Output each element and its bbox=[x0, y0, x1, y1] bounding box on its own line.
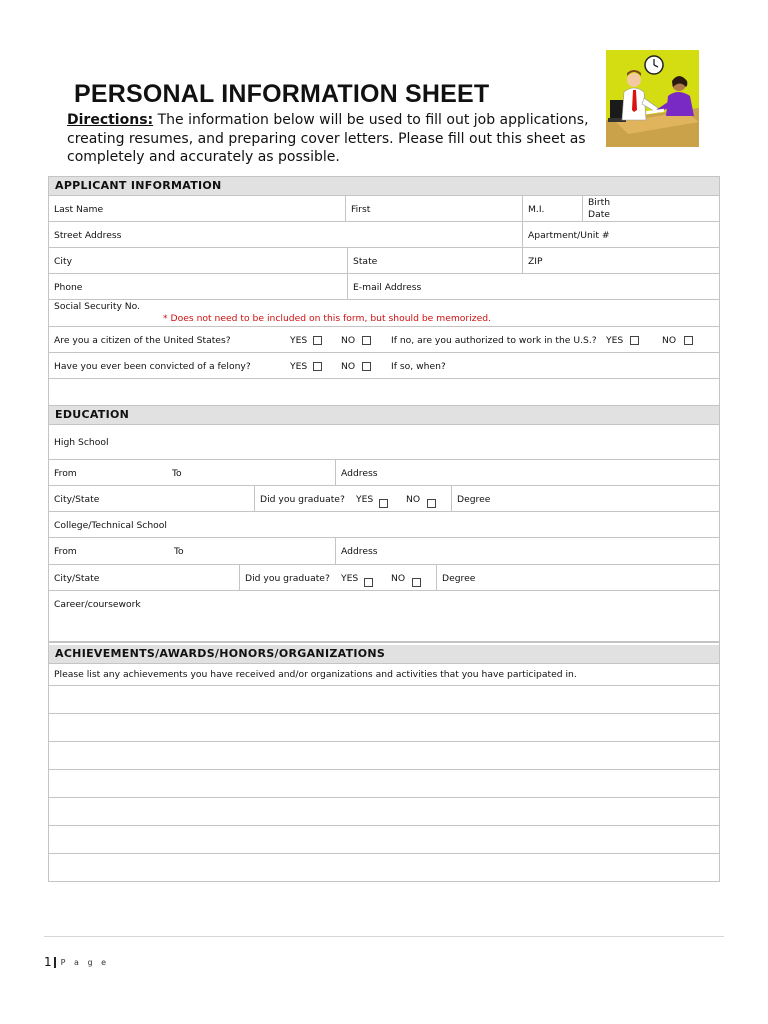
ssn-row bbox=[49, 300, 719, 327]
hs-degree-field[interactable]: Degree bbox=[451, 486, 719, 511]
achievement-line[interactable] bbox=[49, 714, 719, 742]
state-field[interactable]: State bbox=[347, 248, 522, 273]
authorized-yes-checkbox[interactable] bbox=[630, 335, 639, 346]
felony-when-row[interactable] bbox=[49, 379, 719, 406]
felony-yes-checkbox[interactable] bbox=[313, 361, 322, 372]
achievement-line[interactable] bbox=[49, 770, 719, 798]
applicant-information-section bbox=[48, 176, 720, 406]
college-dates-row bbox=[49, 538, 719, 565]
hs-graduate-field: Did you graduate? YES NO bbox=[254, 486, 451, 511]
page-number: 1 bbox=[44, 955, 52, 969]
felony-row: Have you ever been convicted of a felony? YES NO If so, when? bbox=[49, 353, 719, 379]
hs-graduate-yes-checkbox[interactable] bbox=[379, 498, 388, 509]
zip-field[interactable]: ZIP bbox=[522, 248, 719, 273]
authorized-question: If no, are you authorized to work in the U.S.? bbox=[391, 335, 597, 346]
high-school-field[interactable]: High School bbox=[54, 437, 109, 448]
authorized-no-checkbox[interactable] bbox=[684, 335, 693, 346]
section-header: EDUCATION bbox=[49, 406, 719, 425]
page-label: P a g e bbox=[60, 958, 109, 967]
citizen-yes-checkbox[interactable] bbox=[313, 335, 322, 346]
name-row bbox=[49, 196, 719, 222]
hs-city-row bbox=[49, 486, 719, 512]
phone-row bbox=[49, 274, 719, 300]
ssn-field[interactable]: Social Security No. * Does not need to be included on this form, but should be memorized. bbox=[54, 301, 491, 324]
college-field[interactable]: College/Technical School bbox=[54, 520, 167, 531]
email-field[interactable]: E-mail Address bbox=[347, 274, 719, 299]
interview-clipart bbox=[606, 50, 699, 147]
city-field[interactable]: City bbox=[54, 256, 73, 267]
career-row bbox=[49, 591, 719, 617]
college-row bbox=[49, 512, 719, 538]
achievement-line[interactable] bbox=[49, 686, 719, 714]
college-degree-field[interactable]: Degree bbox=[436, 565, 719, 590]
last-name-field[interactable]: Last Name bbox=[54, 204, 104, 215]
achievements-instructions-row bbox=[49, 664, 719, 686]
achievement-line[interactable] bbox=[49, 854, 719, 882]
middle-initial-field[interactable]: M.I. bbox=[522, 196, 582, 221]
achievements-section bbox=[48, 642, 720, 882]
college-city-state-field[interactable]: City/State bbox=[54, 573, 100, 584]
phone-field[interactable]: Phone bbox=[54, 282, 83, 293]
felony-no-checkbox[interactable] bbox=[362, 361, 371, 372]
hs-graduate-no-checkbox[interactable] bbox=[427, 498, 436, 509]
page-separator bbox=[54, 957, 56, 968]
college-from-field[interactable]: From bbox=[54, 546, 77, 557]
high-school-row bbox=[49, 425, 719, 460]
hs-from-field[interactable]: From bbox=[54, 468, 77, 479]
city-row bbox=[49, 248, 719, 274]
clock-icon bbox=[645, 56, 663, 74]
hs-city-state-field[interactable]: City/State bbox=[54, 494, 100, 505]
college-to-field[interactable]: To bbox=[174, 546, 184, 557]
directions-label: Directions: bbox=[67, 112, 154, 128]
achievement-line[interactable] bbox=[49, 742, 719, 770]
achievement-line[interactable] bbox=[49, 798, 719, 826]
college-address-field[interactable]: Address bbox=[335, 538, 719, 564]
street-address-field[interactable]: Street Address bbox=[54, 230, 122, 241]
citizen-no-checkbox[interactable] bbox=[362, 335, 371, 346]
college-graduate-no-checkbox[interactable] bbox=[412, 577, 421, 588]
citizen-row: Are you a citizen of the United States? YES NO If no, are you authorized to work in the U.S.? YES NO bbox=[49, 327, 719, 353]
footer-divider bbox=[44, 936, 724, 937]
section-header: ACHIEVEMENTS/AWARDS/HONORS/ORGANIZATIONS bbox=[49, 645, 719, 664]
hs-dates-row bbox=[49, 460, 719, 486]
directions-text: The information below will be used to fill out job applications, creating resumes, and preparing cover letters. Please fill out this sheet as completely and accurately as possible. bbox=[67, 112, 589, 165]
section-header: APPLICANT INFORMATION bbox=[49, 177, 719, 196]
ssn-note: * Does not need to be included on this form, but should be memorized. bbox=[163, 313, 491, 324]
hs-to-field[interactable]: To bbox=[172, 468, 182, 479]
birth-date-field[interactable]: Birth Date bbox=[582, 196, 719, 221]
felony-question: Have you ever been convicted of a felony? bbox=[54, 361, 251, 372]
page-footer bbox=[44, 955, 109, 969]
hs-address-field[interactable]: Address bbox=[335, 460, 719, 485]
apartment-field[interactable]: Apartment/Unit # bbox=[522, 222, 719, 247]
college-graduate-field: Did you graduate? YES NO bbox=[239, 565, 436, 590]
career-field[interactable]: Career/coursework bbox=[54, 599, 141, 610]
if-so-when-label: If so, when? bbox=[391, 361, 446, 372]
education-section bbox=[48, 405, 720, 642]
directions bbox=[67, 111, 597, 167]
citizen-question: Are you a citizen of the United States? bbox=[54, 335, 231, 346]
achievements-instructions: Please list any achievements you have received and/or organizations and activities that you have participated in. bbox=[54, 669, 577, 680]
first-name-field[interactable]: First bbox=[345, 196, 522, 221]
street-row bbox=[49, 222, 719, 248]
achievement-line[interactable] bbox=[49, 826, 719, 854]
college-city-row bbox=[49, 565, 719, 591]
college-graduate-yes-checkbox[interactable] bbox=[364, 577, 373, 588]
page-title: PERSONAL INFORMATION SHEET bbox=[74, 80, 490, 108]
